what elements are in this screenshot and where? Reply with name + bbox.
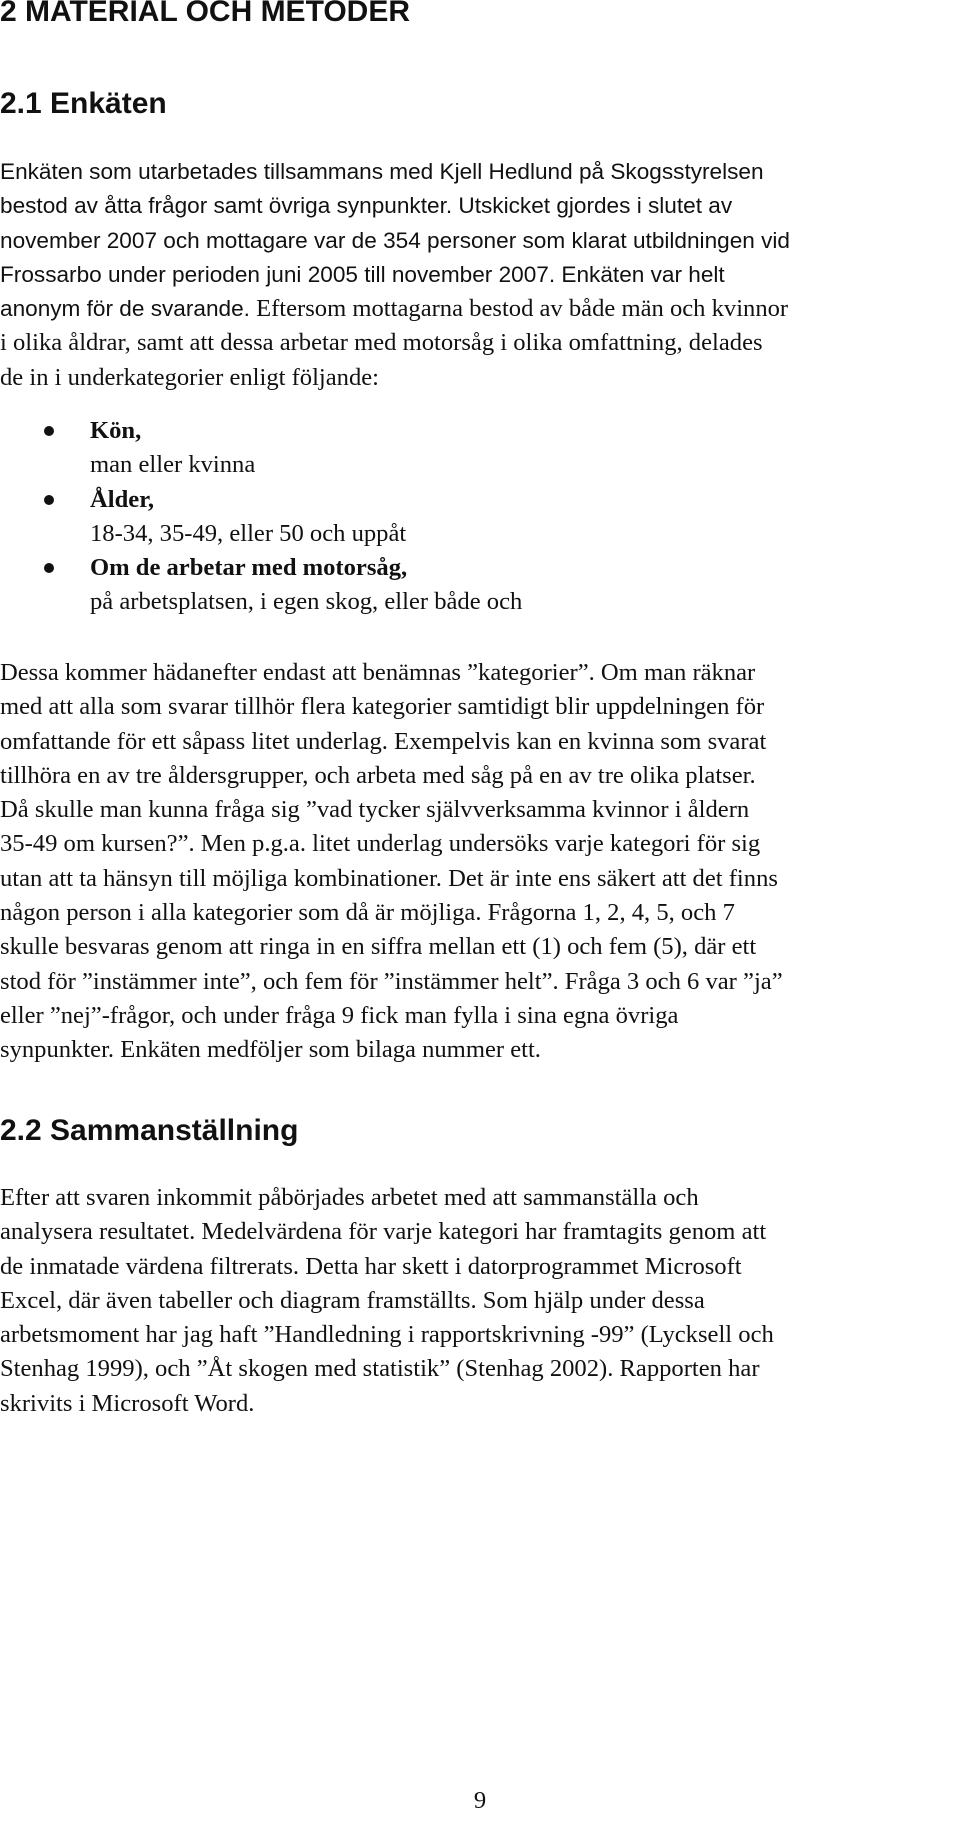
paragraph-line: någon person i alla kategorier som då är möjliga. Frågorna 1, 2, 4, 5, och 7: [0, 899, 735, 927]
category-item-kon: [0, 414, 700, 483]
paragraph-line: Då skulle man kunna fråga sig ”vad tycker självverksamma kvinnor i åldern: [0, 796, 750, 824]
paragraph-line: arbetsmoment har jag haft ”Handledning i rapportskrivning -99” (Lycksell och: [0, 1321, 774, 1349]
paragraph-line: synpunkter. Enkäten medföljer som bilaga nummer ett.: [0, 1036, 541, 1064]
sammanstallning-paragraph: [0, 1181, 958, 1421]
category-title: Ålder,: [90, 485, 154, 513]
paragraph-line: Stenhag 1999), och ”Åt skogen med statistik” (Stenhag 2002). Rapporten har: [0, 1355, 760, 1383]
paragraph-line: bestod av åtta frågor samt övriga synpunkter. Utskicket gjordes i slutet av: [0, 193, 733, 219]
paragraph-line: omfattande för ett såpass litet underlag. Exempelvis kan en kvinna som svarat: [0, 727, 767, 755]
paragraph-line: Frossarbo under perioden juni 2005 till november 2007. Enkäten var helt: [0, 261, 725, 287]
paragraph-line: utan att ta hänsyn till möjliga kombinationer. Det är inte ens säkert att det finns: [0, 864, 778, 892]
paragraph-line: eller ”nej”-frågor, och under fråga 9 fick man fylla i sina egna övriga: [0, 1001, 679, 1029]
category-list: [0, 414, 700, 620]
bullet-dot-icon: [44, 426, 54, 436]
paragraph-line: Dessa kommer hädanefter endast att benämnas ”kategorier”. Om man räknar: [0, 659, 756, 686]
paragraph-line: skrivits i Microsoft Word.: [0, 1389, 255, 1417]
paragraph-line: med att alla som svarar tillhör flera kategorier samtidigt blir uppdelningen för: [0, 693, 765, 721]
enkaten-intro-paragraph: [0, 155, 958, 395]
bullet-dot-icon: [44, 563, 54, 573]
paragraph-line: i olika åldrar, samt att dessa arbetar med motorsåg i olika omfattning, delades: [0, 329, 763, 357]
category-description: på arbetsplatsen, i egen skog, eller både och: [90, 588, 523, 616]
paragraph-line-mixed: [0, 292, 958, 326]
paragraph-line: tillhöra en av tre åldersgrupper, och arbeta med såg på en av tre olika platser.: [0, 761, 756, 789]
paragraph-line: november 2007 och mottagare var de 354 personer som klarat utbildningen vid: [0, 227, 790, 253]
paragraph-line: stod för ”instämmer inte”, och fem för ”instämmer helt”. Fråga 3 och 6 var ”ja”: [0, 967, 783, 995]
paragraph-line: de in i underkategorier enligt följande:: [0, 363, 380, 391]
subsection-heading-enkaten: 2.1 Enkäten: [0, 87, 167, 120]
paragraph-fragment-serif: Eftersom mottagarna bestod av både män och kvinnor: [249, 295, 789, 323]
category-description: 18-34, 35-49, eller 50 och uppåt: [90, 519, 407, 547]
subsection-heading-sammanstallning: 2.2 Sammanställning: [0, 1114, 299, 1147]
category-item-alder: [0, 483, 700, 552]
paragraph-line: 35-49 om kursen?”. Men p.g.a. litet underlag undersöks varje kategori för sig: [0, 830, 761, 858]
category-title: Kön,: [90, 417, 142, 444]
enkaten-body-paragraph: [0, 656, 958, 1068]
paragraph-line: Excel, där även tabeller och diagram framställts. Som hjälp under dessa: [0, 1286, 705, 1314]
page-number: 9: [473, 1787, 487, 1814]
paragraph-fragment-sans: anonym för de svarande.: [0, 296, 250, 322]
category-item-motorsag: [0, 551, 700, 620]
paragraph-line: Enkäten som utarbetades tillsammans med Kjell Hedlund på Skogsstyrelsen: [0, 159, 764, 184]
bullet-dot-icon: [44, 495, 54, 505]
category-title: Om de arbetar med motorsåg,: [90, 554, 408, 582]
section-title: 2 MATERIAL OCH METODER: [0, 0, 411, 28]
paragraph-line: analysera resultatet. Medelvärdena för varje kategori har framtagits genom att: [0, 1218, 767, 1246]
paragraph-line: Efter att svaren inkommit påbörjades arbetet med att sammanställa och: [0, 1184, 699, 1211]
paragraph-line: skulle besvaras genom att ringa in en siffra mellan ett (1) och fem (5), där ett: [0, 933, 757, 961]
paragraph-line: de inmatade värdena filtrerats. Detta har skett i datorprogrammet Microsoft: [0, 1252, 742, 1280]
category-description: man eller kvinna: [90, 451, 256, 479]
